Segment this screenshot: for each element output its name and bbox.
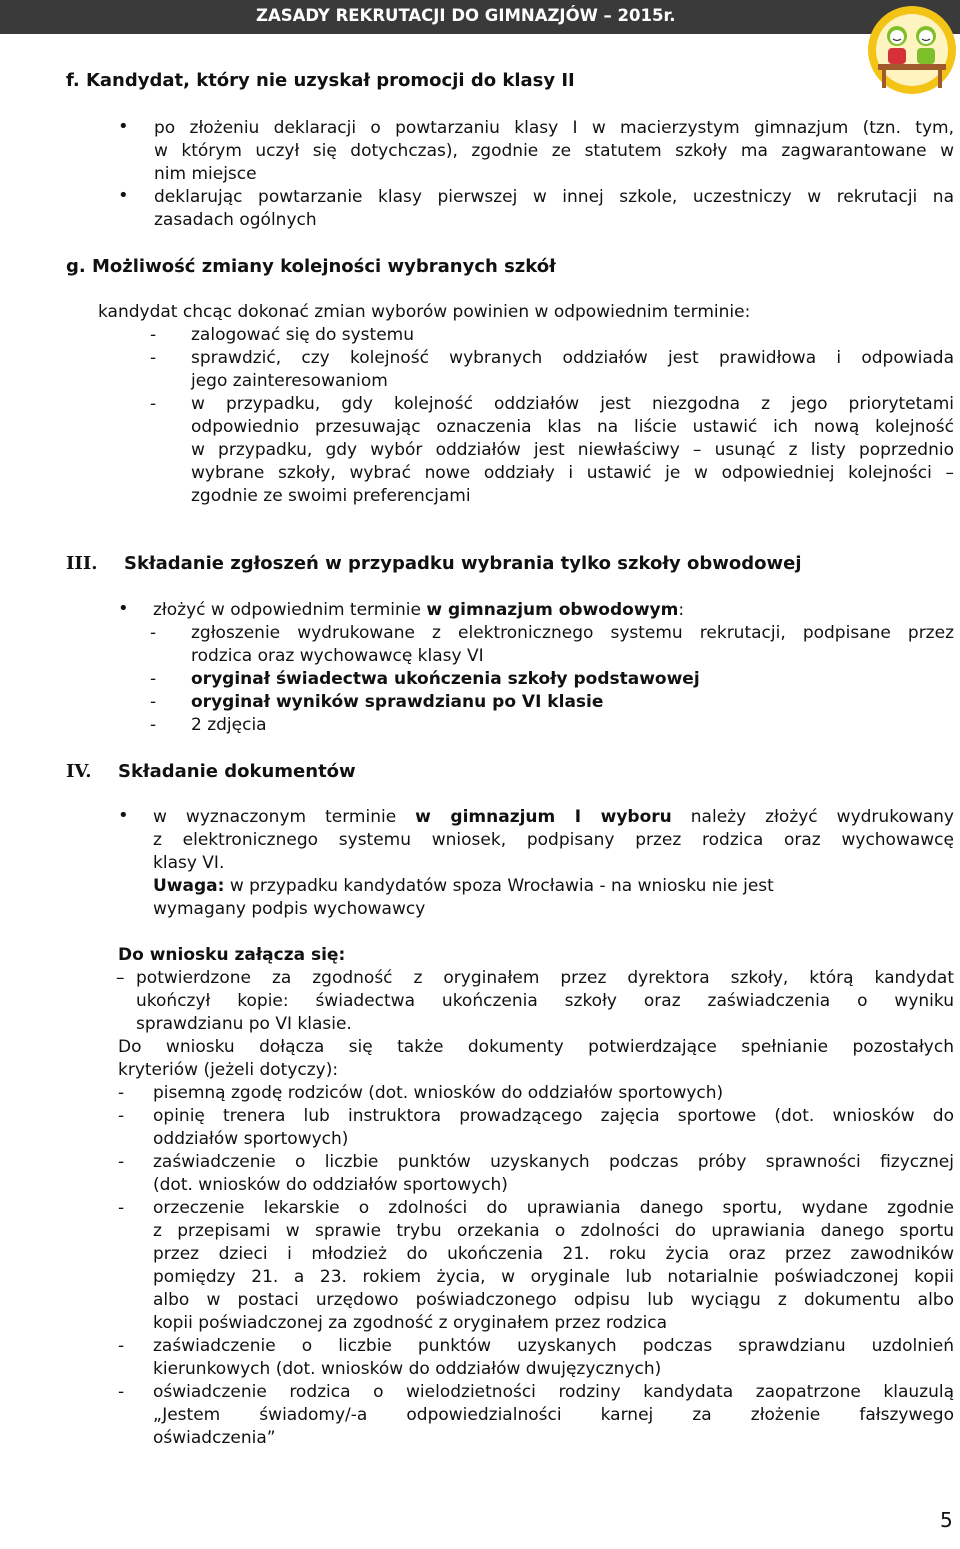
text-span: złożyć w odpowiednim terminie bbox=[153, 600, 427, 620]
text-line: kandydat chcąc dokonać zmian wyborów powinien w odpowiednim terminie: bbox=[98, 302, 751, 322]
text-line: sprawdzianu po VI klasie. bbox=[136, 1014, 352, 1034]
text-line: z przepisami w sprawie trybu orzekania o zdolności do uprawiania danego sportu bbox=[153, 1221, 954, 1241]
attachments-heading: Do wniosku załącza się: bbox=[118, 945, 346, 965]
text-line: opinię trenera lub instruktora prowadzącego zajęcia sportowe (dot. wniosków do bbox=[153, 1106, 954, 1126]
dash-marker: – bbox=[116, 968, 125, 988]
text-line: „Jestem świadomy/-a odpowiedzialności karnej za złożenie fałszywego bbox=[153, 1405, 954, 1425]
text-line: w którym uczył się dotychczas), zgodnie ze statutem szkoły ma zagwarantowane w bbox=[154, 141, 954, 161]
text-line: klasy VI. bbox=[153, 853, 225, 873]
text-line bbox=[153, 876, 774, 896]
dash-marker: - bbox=[150, 325, 157, 345]
uwaga-label: Uwaga: bbox=[153, 876, 225, 896]
dash-marker: - bbox=[150, 715, 157, 735]
text-line: potwierdzone za zgodność z oryginałem przez dyrektora szkoły, którą kandydat bbox=[136, 968, 954, 988]
dash-marker: - bbox=[150, 348, 157, 368]
text-line: oryginał wyników sprawdzianu po VI klasie bbox=[191, 692, 604, 712]
text-line: po złożeniu deklaracji o powtarzaniu klasy I w macierzystym gimnazjum (tzn. tym, bbox=[154, 118, 954, 138]
text-span: w wyznaczonym terminie bbox=[153, 807, 416, 827]
text-line: wymagany podpis wychowawcy bbox=[153, 899, 426, 919]
text-line: oświadczenie rodzica o wielodzietności rodziny kandydata zaopatrzone klauzulą bbox=[153, 1382, 954, 1402]
bold-span: w gimnazjum I wyboru bbox=[415, 807, 672, 827]
text-line: zgłoszenie wydrukowane z elektronicznego systemu rekrutacji, podpisane przez bbox=[191, 623, 954, 643]
text-line: zaświadczenie o liczbie punktów uzyskanych podczas sprawdzianu uzdolnień bbox=[153, 1336, 954, 1356]
text-line: rodzica oraz wychowawcę klasy VI bbox=[191, 646, 484, 666]
text-line: orzeczenie lekarskie o zdolności do uprawiania danego sportu, wydane zgodnie bbox=[153, 1198, 954, 1218]
text-line: sprawdzić, czy kolejność wybranych oddziałów jest prawidłowa i odpowiada bbox=[191, 348, 954, 368]
section-iii-number: III. bbox=[66, 553, 98, 574]
text-line: albo w postaci urzędowo poświadczonego odpisu lub wyciągu z dokumentu albo bbox=[153, 1290, 954, 1310]
text-span: w przypadku kandydatów spoza Wrocławia - na wniosku nie jest bbox=[224, 876, 774, 896]
text-span: należy złożyć wydrukowany bbox=[671, 807, 954, 827]
section-g-heading: g. Możliwość zmiany kolejności wybranych szkół bbox=[66, 256, 556, 277]
section-iii-heading: Składanie zgłoszeń w przypadku wybrania tylko szkoły obwodowej bbox=[124, 553, 802, 574]
text-line: Do wniosku dołącza się także dokumenty potwierdzające spełnianie pozostałych bbox=[118, 1037, 954, 1057]
dash-marker: - bbox=[150, 669, 157, 689]
text-line: z elektronicznego systemu wniosek, podpisany przez rodzica oraz wychowawcę bbox=[153, 830, 954, 850]
page-number: 5 bbox=[940, 1508, 953, 1532]
dash-marker: - bbox=[118, 1336, 125, 1356]
text-line: oryginał świadectwa ukończenia szkoły podstawowej bbox=[191, 669, 700, 689]
text-line: kierunkowych (dot. wniosków do oddziałów dwujęzycznych) bbox=[153, 1359, 662, 1379]
text-line: nim miejsce bbox=[154, 164, 257, 184]
text-line: w przypadku, gdy kolejność oddziałów jest niezgodna z jego priorytetami bbox=[191, 394, 954, 414]
dash-marker: - bbox=[118, 1106, 125, 1126]
text-line: pisemną zgodę rodziców (dot. wniosków do oddziałów sportowych) bbox=[153, 1083, 724, 1103]
document-header-title: ZASADY REKRUTACJI DO GIMNAZJÓW – 2015r. bbox=[256, 6, 676, 25]
text-line: kopii poświadczonej za zgodność z oryginałem przez rodzica bbox=[153, 1313, 668, 1333]
text-line: wybrane szkoły, wybrać nowe oddziały i ustawić je w odpowiedniej kolejności – bbox=[191, 463, 954, 483]
text-line: w przypadku, gdy wybór oddziałów jest niewłaściwy – usunąć z listy poprzednio bbox=[191, 440, 954, 460]
dash-marker: - bbox=[150, 692, 157, 712]
bullet-icon: • bbox=[118, 116, 129, 137]
text-line: przez dzieci i młodzież do ukończenia 21. roku życia oraz przez zawodników bbox=[153, 1244, 954, 1264]
bullet-icon: • bbox=[118, 805, 129, 826]
text-span: : bbox=[678, 600, 685, 620]
text-line: zaświadczenie o liczbie punktów uzyskanych podczas próby sprawności fizycznej bbox=[153, 1152, 954, 1172]
dash-marker: - bbox=[150, 394, 157, 414]
text-line: 2 zdjęcia bbox=[191, 715, 267, 735]
dash-marker: - bbox=[118, 1152, 125, 1172]
children-at-desk-logo-icon bbox=[864, 4, 960, 96]
dash-marker: - bbox=[118, 1083, 125, 1103]
text-line: zasadach ogólnych bbox=[154, 210, 317, 230]
text-line: zgodnie ze swoimi preferencjami bbox=[191, 486, 471, 506]
text-line: jego zainteresowaniom bbox=[191, 371, 388, 391]
text-line bbox=[153, 807, 954, 827]
text-line: zalogować się do systemu bbox=[191, 325, 415, 345]
text-line: deklarując powtarzanie klasy pierwszej w innej szkole, uczestniczy w rekrutacji na bbox=[154, 187, 954, 207]
text-line: ukończył kopie: świadectwa ukończenia szkoły oraz zaświadczenia o wyniku bbox=[136, 991, 954, 1011]
bullet-icon: • bbox=[118, 185, 129, 206]
text-line: kryteriów (jeżeli dotyczy): bbox=[118, 1060, 339, 1080]
text-line: (dot. wniosków do oddziałów sportowych) bbox=[153, 1175, 508, 1195]
text-line: odpowiednio przesuwając oznaczenia klas na liście ustawić ich nową kolejność bbox=[191, 417, 954, 437]
bold-span: w gimnazjum obwodowym bbox=[426, 600, 679, 620]
dash-marker: - bbox=[118, 1382, 125, 1402]
section-f-heading: f. Kandydat, który nie uzyskał promocji do klasy II bbox=[66, 70, 575, 91]
dash-marker: - bbox=[150, 623, 157, 643]
text-line: pomiędzy 21. a 23. rokiem życia, w oryginale lub notarialnie poświadczonej kopii bbox=[153, 1267, 954, 1287]
section-iv-number: IV. bbox=[66, 761, 92, 782]
section-iv-heading: Składanie dokumentów bbox=[118, 761, 356, 782]
dash-marker: - bbox=[118, 1198, 125, 1218]
bullet-icon: • bbox=[118, 598, 129, 619]
text-line: oddziałów sportowych) bbox=[153, 1129, 349, 1149]
text-line: oświadczenia” bbox=[153, 1428, 276, 1448]
text-line bbox=[153, 600, 684, 620]
